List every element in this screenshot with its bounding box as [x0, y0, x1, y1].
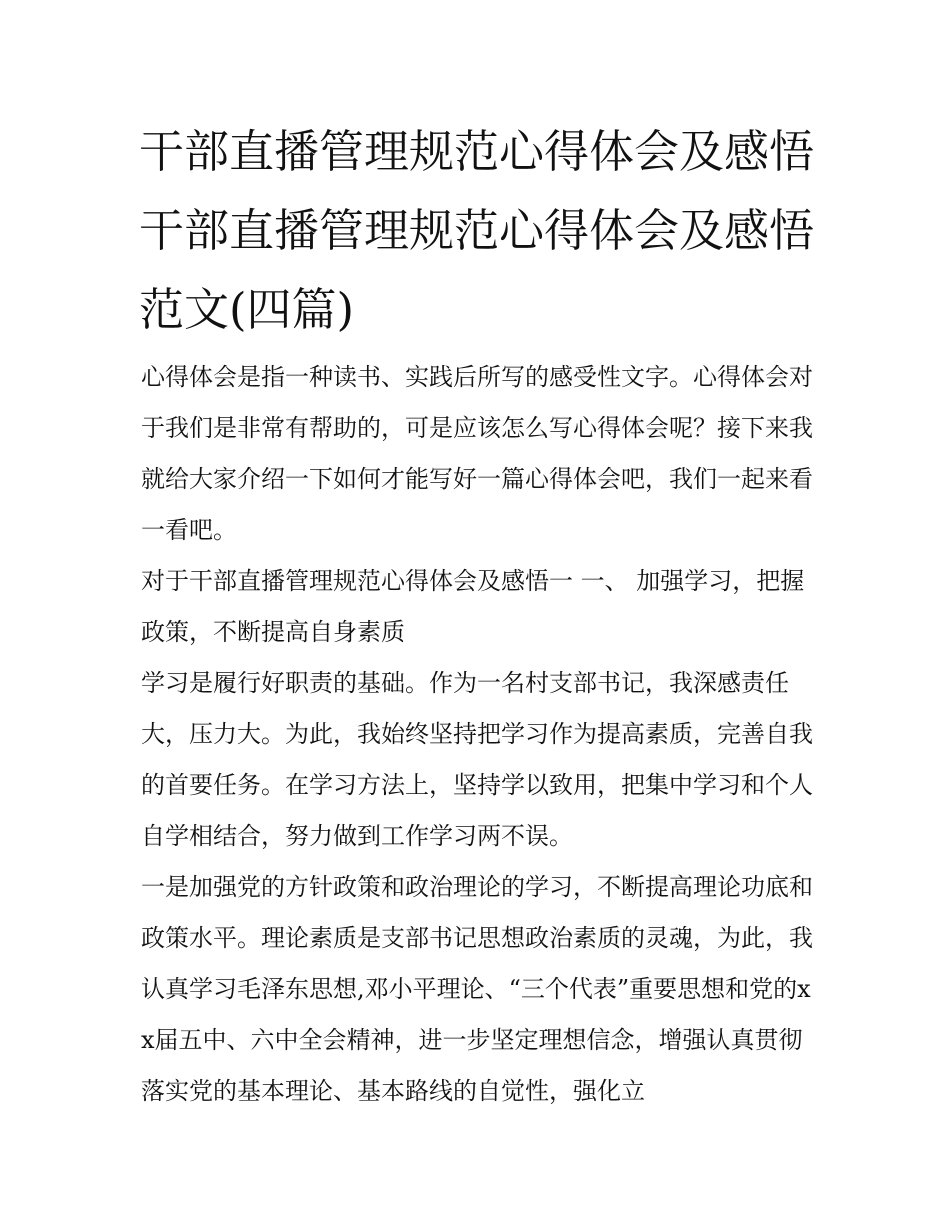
- paragraph-intro: 心得体会是指一种读书、实践后所写的感受性文字。心得体会对于我们是非常有帮助的，可是应该怎么写心得体会呢？接下来我就给大家介绍一下如何才能写好一篇心得体会吧，我们一起来看一看吧。: [141, 363, 813, 544]
- paragraph-section-heading: 对于干部直播管理规范心得体会及感悟一 一、 加强学习，把握政策，不断提高自身素质: [141, 567, 805, 646]
- paragraph-study: 学习是履行好职责的基础。作为一名村支部书记，我深感责任大，压力大。为此，我始终坚持把学习作为提高素质，完善自我的首要任务。在学习方法上，坚持学以致用，把集中学习和个人自学相结合，努力做到工作学习两不误。: [141, 669, 813, 850]
- paragraph-theory: 一是加强党的方针政策和政治理论的学习，不断提高理论功底和政策水平。理论素质是支部书记思想政治素质的灵魂，为此，我认真学习毛泽东思想,邓小平理论、“三个代表”重要思想和党的xx届五中、六中全会精神，进一步坚定理想信念，增强认真贯彻落实党的基本理论、基本路线的自觉性，强化立: [141, 873, 813, 1105]
- document-title: 干部直播管理规范心得体会及感悟 干部直播管理规范心得体会及感悟范文(四篇): [139, 125, 815, 336]
- document-body: [141, 352, 817, 1117]
